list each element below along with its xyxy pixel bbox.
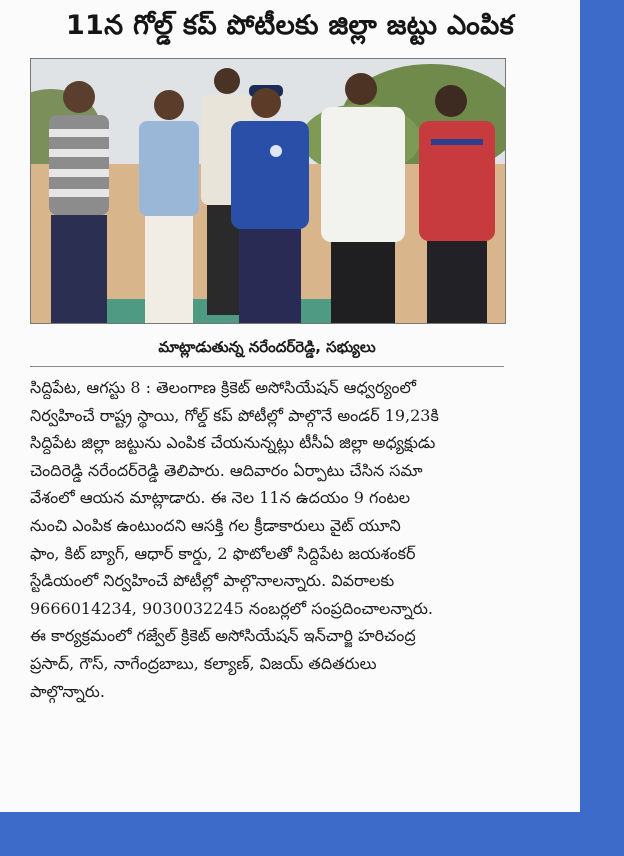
body-line: చెందిరెడ్డి నరేందర్‌రెడ్డి తెలిపారు. ఆదివారం ఏర్పాటు చేసిన సమా (30, 460, 423, 480)
body-line: సిద్దిపేట, ఆగస్టు 8 : తెలంగాణ క్రికెట్ అసోసియేషన్ ఆధ్వర్యంలో (30, 378, 416, 397)
body-line: పాల్గొన్నారు. (30, 681, 105, 701)
body-line: నిర్వహించే రాష్ట్ర స్థాయి, గోల్డ్ కప్ పోటీల్లో పాల్గొనే అండర్ 19,23కి (30, 405, 439, 425)
body-line: సిద్దిపేట జిల్లా జట్టును ఎంపిక చేయనున్నట్లు టీసీఏ జిల్లా అధ్యక్షుడు (30, 433, 436, 453)
body-line: ప్రసాద్, గౌస్, నాగేంద్రబాబు, కల్యాణ్, విజయ్ తదితరులు (30, 653, 377, 673)
person-striped-shirt (49, 81, 109, 323)
photo-caption: మాట్లాడుతున్న నరేందర్‌రెడ్డి, సభ్యులు (158, 338, 376, 356)
caption-divider (30, 366, 504, 367)
body-line: ఫాం, కిట్ బ్యాగ్, ఆధార్ కార్డు, 2 ఫొటోలతో సిద్దిపేట జయశంకర్ (30, 543, 416, 563)
person-blue-shirt (139, 90, 199, 323)
body-line: వేశంలో ఆయన మాట్లాడారు. ఈ నెల 11న ఉదయం 9 గంటల (30, 488, 411, 508)
body-line: ఈ కార్యక్రమంలో గజ్వేల్ క్రికెట్ అసోసియేషన్ ఇన్‌చార్జి హరిచంద్ర (30, 626, 416, 646)
body-line: స్టేడియంలో నిర్వహించే పోటీల్లో పాల్గొనాలన్నారు. వివరాలకు (30, 571, 395, 591)
article-photo (30, 58, 506, 324)
headline: 11న గోల్డ్ కప్ పోటీలకు జిల్లా జట్టు ఎంపిక (65, 10, 515, 41)
person-white-kurta (321, 73, 405, 323)
body-line: నుంచి ఎంపిక ఉంటుందని ఆసక్తి గల క్రీడాకారులు వైట్ యూని (30, 515, 401, 535)
photo-group-of-men (31, 59, 505, 323)
body-line: 9666014234, 9030032245 నంబర్లలో సంప్రదించాలన్నారు. (30, 598, 433, 618)
article-body (30, 374, 508, 705)
